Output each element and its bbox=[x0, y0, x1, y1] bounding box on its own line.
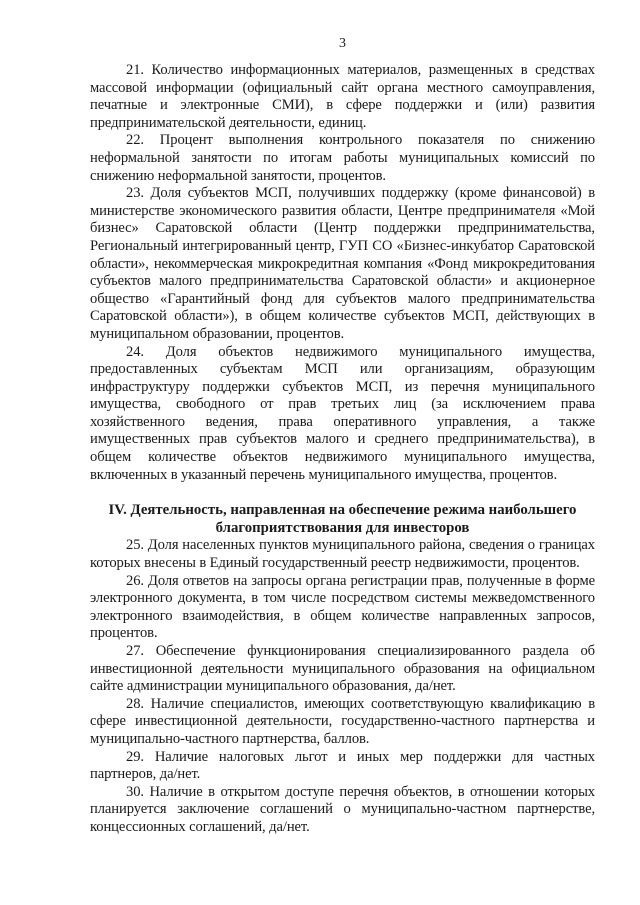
list-item-30: 30. Наличие в открытом доступе перечня объектов, в отношении которых планируется заключение соглашений о муниципально-частном партнерстве, концессионных соглашений, да/нет. bbox=[90, 783, 595, 835]
list-item-21: 21. Количество информационных материалов, размещенных в средствах массовой информации (официальный сайт органа местного самоуправления, печатные и электронные СМИ), в сфере поддержки и (или) развития предпринимательской деятельности, единиц. bbox=[90, 62, 595, 131]
section-heading: IV. Деятельность, направленная на обеспечение режима наибольшего благоприятствования для инвесторов bbox=[108, 502, 577, 536]
list-item-27: 27. Обеспечение функционирования специализированного раздела об инвестиционной деятельности муниципального образования на официальном сайте администрации муниципального образования, да/нет. bbox=[90, 643, 595, 695]
list-item-28: 28. Наличие специалистов, имеющих соответствующую квалификацию в сфере инвестиционной деятельности, государственно-частного партнерства и муниципально-частного партнерства, баллов. bbox=[90, 695, 595, 747]
document-page bbox=[90, 36, 595, 837]
page-number: 3 bbox=[339, 36, 346, 51]
list-item-25: 25. Доля населенных пунктов муниципального района, сведения о границах которых внесены в Единый государственный реестр недвижимости, процентов. bbox=[90, 537, 595, 572]
list-item-26: 26. Доля ответов на запросы органа регистрации прав, полученные в форме электронного документа, в том числе посредством системы межведомственного электронного взаимодействия, в общем количестве направленных запросов, процентов. bbox=[90, 572, 595, 642]
list-item-24: 24. Доля объектов недвижимого муниципального имущества, предоставленных субъектам МСП или организациям, образующим инфраструктуру поддержки субъектов МСП, из перечня муниципального имущества, свободного от прав третьих лиц (за исключением права хозяйственного ведения, права оперативного управления, а также имущественных прав субъектов малого и среднего предпринимательства), в общем количестве объектов недвижимого муниципального имущества, включенных в указанный перечень муниципального имущества, процентов. bbox=[90, 343, 595, 483]
list-item-29: 29. Наличие налоговых льгот и иных мер поддержки для частных партнеров, да/нет. bbox=[90, 748, 595, 783]
list-item-22: 22. Процент выполнения контрольного показателя по снижению неформальной занятости по итогам работы муниципальных комиссий по снижению неформальной занятости, процентов. bbox=[90, 132, 595, 184]
list-item-23: 23. Доля субъектов МСП, получивших поддержку (кроме финансовой) в министерстве экономического развития области, Центре предпринимателя «Мой бизнес» Саратовской области (Центр поддержки предпринимательства, Региональный интегрированный центр, ГУП СО «Бизнес-инкубатор Саратовской области», некоммерческая микрокредитная компания «Фонд микрокредитования субъектов малого предпринимательства Саратовской области» и акционерное общество «Гарантийный фонд для субъектов малого предпринимательства Саратовской области»), в общем количестве субъектов МСП, действующих в муниципальном образовании, процентов. bbox=[90, 185, 595, 342]
